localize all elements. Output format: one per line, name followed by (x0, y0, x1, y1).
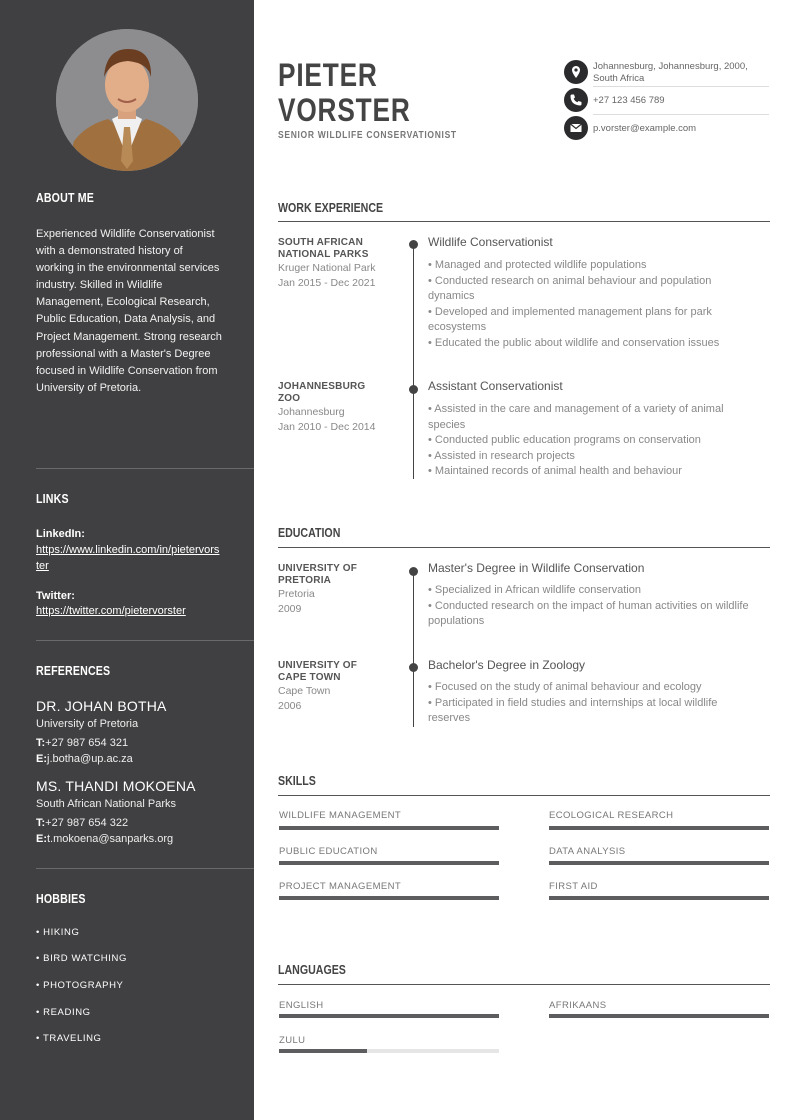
skill-bar-fill (279, 826, 499, 830)
education-heading: EDUCATION (278, 526, 341, 540)
skill-bar (279, 861, 499, 865)
education-bullets (428, 680, 758, 727)
section-rule (278, 984, 770, 985)
education-dates: 2009 (278, 603, 302, 615)
bullet-item: • Assisted in the care and management of a variety of animal species (428, 403, 724, 431)
contact-phone: +27 123 456 789 (593, 95, 665, 106)
skill-bar (549, 896, 769, 900)
skill-bar-fill (549, 861, 769, 865)
work-org (278, 381, 388, 405)
contact-divider (593, 114, 769, 115)
work-heading: WORK EXPERIENCE (278, 201, 384, 215)
work-dates: Jan 2010 - Dec 2014 (278, 421, 376, 433)
bullet-item: • Educated the public about wildlife and conservation issues (428, 336, 720, 349)
work-location: Kruger National Park (278, 262, 376, 274)
education-org-line: CAPE TOWN (278, 672, 341, 683)
education-bullets (428, 583, 758, 630)
about-text: Experienced Wildlife Conservationist with a demonstrated history of working in the environmental services industry. Skilled in Wildlife Management, Ecological Research, Public Education, Data Analysis, and Project Management. Strong research professional with a Master's Degree focused in Wildlife Conservation from University of Pretoria. (36, 228, 222, 394)
education-dates: 2006 (278, 700, 302, 712)
work-location: Johannesburg (278, 406, 345, 418)
reference-email (36, 753, 133, 765)
skill-name: PROJECT MANAGEMENT (279, 881, 402, 892)
phone-label: T: (36, 817, 46, 829)
reference-org: University of Pretoria (36, 718, 139, 730)
skill-name: ECOLOGICAL RESEARCH (549, 810, 674, 821)
bullet-item: • Developed and implemented management plans for park ecosystems (428, 305, 712, 334)
twitter-link[interactable]: https://twitter.com/pietervorster (36, 605, 186, 617)
profile-photo (56, 29, 198, 171)
reference-email (36, 833, 173, 845)
skill-name: PUBLIC EDUCATION (279, 846, 378, 857)
education-org-line: UNIVERSITY OF (278, 563, 358, 574)
hobby-item: • BIRD WATCHING (36, 953, 127, 964)
education-location: Pretoria (278, 588, 315, 600)
bullet-item: • Conducted public education programs on conservation (428, 434, 701, 447)
work-timeline (413, 244, 414, 479)
contact-email[interactable]: p.vorster@example.com (593, 123, 697, 134)
skill-bar-fill (549, 826, 769, 830)
skill-name: WILDLIFE MANAGEMENT (279, 810, 402, 821)
sidebar-divider (36, 868, 254, 869)
language-bar (279, 1014, 499, 1018)
reference-phone (36, 817, 128, 829)
sidebar (0, 0, 254, 1120)
education-org-line: PRETORIA (278, 575, 332, 586)
contact-address: Johannesburg, Johannesburg, 2000, South Africa (593, 61, 748, 84)
degree-title: Master's Degree in Wildlife Conservation (428, 561, 645, 575)
work-bullets (428, 402, 758, 480)
hobbies-heading: HOBBIES (36, 892, 86, 906)
skill-bar (549, 861, 769, 865)
language-bar-fill (279, 1049, 367, 1053)
section-rule (278, 547, 770, 548)
location-icon (564, 60, 588, 84)
education-org (278, 660, 388, 684)
section-rule (278, 795, 770, 796)
reference-email-value: t.mokoena@sanparks.org (47, 833, 174, 845)
bullet-item: • Assisted in research projects (428, 449, 575, 462)
reference-phone (36, 737, 128, 749)
about-heading: ABOUT ME (36, 191, 95, 205)
hobby-item: • READING (36, 1007, 91, 1018)
education-location: Cape Town (278, 685, 331, 697)
work-bullets (428, 258, 758, 352)
language-bar (549, 1014, 769, 1018)
references-heading: REFERENCES (36, 664, 111, 678)
work-org-line: SOUTH AFRICAN (278, 237, 364, 248)
skill-name: DATA ANALYSIS (549, 846, 626, 857)
bullet-item: • Focused on the study of animal behaviour and ecology (428, 681, 702, 693)
phone-icon (564, 88, 588, 112)
timeline-dot (409, 663, 418, 672)
skills-heading: SKILLS (278, 774, 316, 788)
reference-org: South African National Parks (36, 798, 177, 810)
reference-name: MS. THANDI MOKOENA (36, 778, 196, 794)
language-name: ENGLISH (279, 1000, 324, 1011)
skill-name: FIRST AID (549, 881, 598, 892)
language-name: AFRIKAANS (549, 1000, 607, 1011)
bullet-item: • Maintained records of animal health and behaviour (428, 465, 682, 478)
language-bar (279, 1049, 499, 1053)
section-rule (278, 221, 770, 222)
sidebar-divider (36, 468, 254, 469)
skill-bar (279, 826, 499, 830)
bullet-item: • Managed and protected wildlife populations (428, 259, 647, 271)
timeline-dot (409, 385, 418, 394)
last-name: VORSTER (278, 92, 411, 128)
work-job-title: Assistant Conservationist (428, 379, 563, 393)
education-timeline (413, 570, 414, 727)
skill-bar-fill (549, 896, 769, 900)
language-bar-fill (279, 1014, 499, 1018)
twitter-label: Twitter: (36, 590, 75, 602)
job-headline: SENIOR WILDLIFE CONSERVATIONIST (278, 130, 457, 141)
links-heading: LINKS (36, 492, 69, 506)
bullet-item: • Conducted research on animal behaviour and population dynamics (428, 274, 712, 303)
profile-photo-illustration (56, 29, 198, 171)
bullet-item: • Specialized in African wildlife conservation (428, 584, 641, 596)
reference-phone-value: +27 987 654 321 (45, 737, 129, 749)
timeline-dot (409, 567, 418, 576)
first-name: PIETER (278, 57, 378, 93)
skill-bar-fill (279, 896, 499, 900)
sidebar-divider (36, 640, 254, 641)
work-dates: Jan 2015 - Dec 2021 (278, 277, 376, 289)
reference-phone-value: +27 987 654 322 (45, 817, 129, 829)
contact-divider (593, 86, 769, 87)
linkedin-link[interactable]: https://www.linkedin.com/in/pietervorster (36, 544, 220, 572)
hobby-item: • HIKING (36, 927, 80, 938)
hobby-item: • PHOTOGRAPHY (36, 980, 124, 991)
degree-title: Bachelor's Degree in Zoology (428, 658, 586, 672)
language-bar-fill (549, 1014, 769, 1018)
reference-name: DR. JOHAN BOTHA (36, 698, 167, 714)
email-icon (564, 116, 588, 140)
email-label: E: (36, 753, 47, 765)
skill-bar-fill (279, 861, 499, 865)
work-org-line: JOHANNESBURG (278, 381, 366, 392)
languages-heading: LANGUAGES (278, 963, 346, 977)
work-job-title: Wildlife Conservationist (428, 235, 553, 249)
phone-label: T: (36, 737, 46, 749)
bullet-item: • Conducted research on the impact of human activities on wildlife populations (428, 599, 749, 628)
work-org-line: ZOO (278, 393, 301, 404)
education-org (278, 563, 388, 587)
email-label: E: (36, 833, 47, 845)
education-org-line: UNIVERSITY OF (278, 660, 358, 671)
work-org (278, 237, 388, 261)
work-org-line: NATIONAL PARKS (278, 249, 369, 260)
skill-bar (549, 826, 769, 830)
hobby-item: • TRAVELING (36, 1033, 102, 1044)
language-name: ZULU (279, 1035, 306, 1046)
skill-bar (279, 896, 499, 900)
timeline-dot (409, 240, 418, 249)
bullet-item: • Participated in field studies and internships at local wildlife reserves (428, 696, 718, 725)
reference-email-value: j.botha@up.ac.za (47, 753, 133, 765)
linkedin-label: LinkedIn: (36, 528, 85, 540)
